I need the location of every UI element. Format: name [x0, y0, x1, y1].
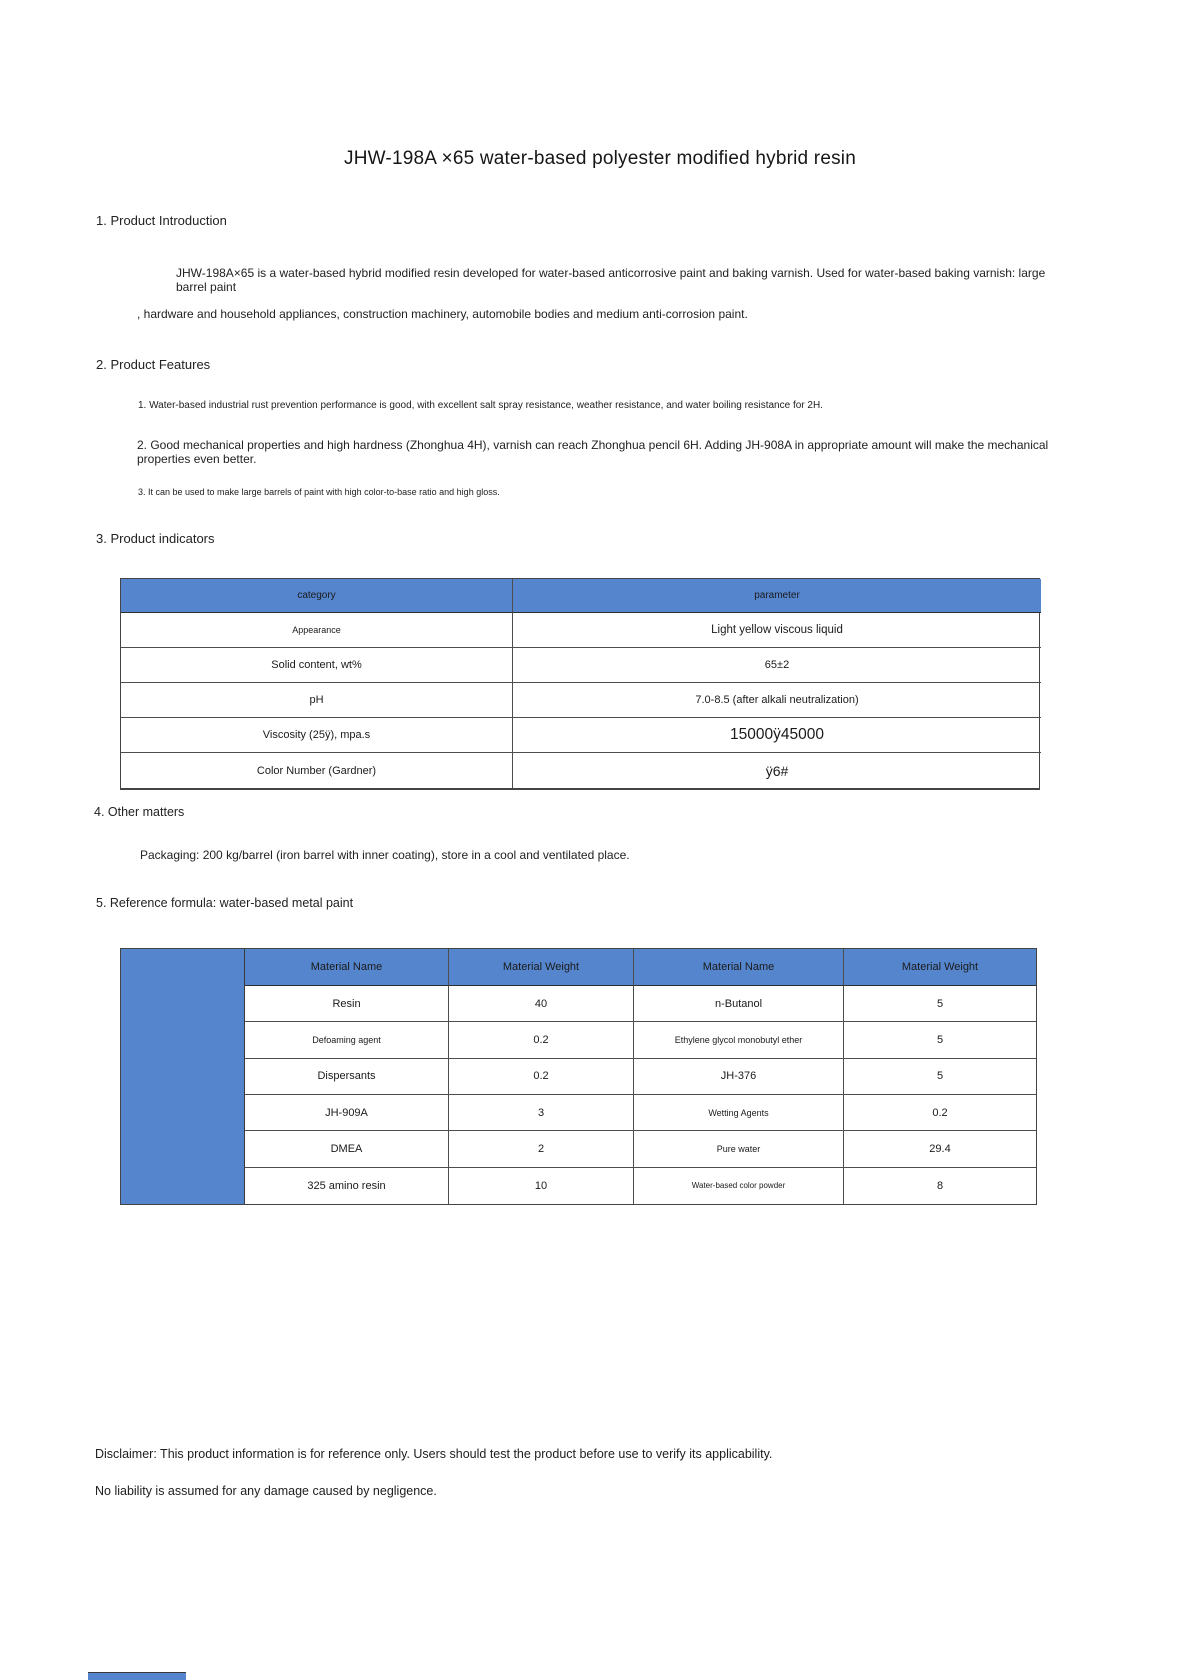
- indicators-row-viscosity-value: 15000ÿ45000: [513, 718, 1041, 753]
- formula-cell-jh376-weight: 5: [844, 1059, 1036, 1095]
- intro-paragraph-line1: JHW-198A×65 is a water-based hybrid modified resin developed for water-based anticorrosive paint and baking varnish. Used for water-based baking varnish: large barrel paint: [176, 266, 1046, 294]
- formula-cell-jh909a: JH-909A: [245, 1095, 449, 1131]
- formula-cell-wetting-agents-weight: 0.2: [844, 1095, 1036, 1131]
- formula-cell-n-butanol-weight: 5: [844, 986, 1036, 1022]
- formula-cell-pure-water-weight: 29.4: [844, 1131, 1036, 1167]
- disclaimer-line2: No liability is assumed for any damage caused by negligence.: [95, 1484, 437, 1498]
- section-heading-other-matters: 4. Other matters: [94, 805, 185, 819]
- section-heading-features: 2. Product Features: [96, 357, 211, 372]
- formula-cell-color-powder-weight: 8: [936, 1179, 944, 1192]
- formula-cell-ethylene-glycol-weight: 5: [844, 1022, 1036, 1058]
- next-page-table-fragment: [88, 1672, 186, 1680]
- formula-header-material-name-2: Material Name: [634, 949, 844, 986]
- feature-item-3: 3. It can be used to make large barrels of paint with high color-to-base ratio and high gloss.: [138, 487, 500, 497]
- formula-cell-ethylene-glycol-monobutyl-ether: Ethylene glycol monobutyl ether: [634, 1022, 844, 1058]
- formula-cell-resin-weight: 40: [449, 986, 634, 1022]
- feature-item-1: 1. Water-based industrial rust prevention performance is good, with excellent salt spray resistance, weather resistance, and water boiling resistance for 2H.: [138, 400, 823, 411]
- formula-header-material-weight-1: Material Weight: [449, 949, 634, 986]
- formula-cell-dmea: DMEA: [245, 1131, 449, 1167]
- indicators-table: [120, 578, 1040, 790]
- formula-cell-jh376: JH-376: [634, 1059, 844, 1095]
- formula-cell-n-butanol: n-Butanol: [634, 986, 844, 1022]
- formula-cell-pure-water: Pure water: [634, 1131, 844, 1167]
- packaging-text: Packaging: 200 kg/barrel (iron barrel with inner coating), store in a cool and ventilated place.: [140, 848, 630, 862]
- formula-cell-resin: Resin: [245, 986, 449, 1022]
- indicators-row-color-number-label: Color Number (Gardner): [121, 753, 513, 788]
- indicators-header-parameter: parameter: [513, 579, 1041, 613]
- disclaimer-line1: Disclaimer: This product information is for reference only. Users should test the product before use to verify its applicability.: [95, 1447, 773, 1461]
- formula-cell-dmea-weight: 2: [449, 1131, 634, 1167]
- formula-table-left-legend-column: [121, 949, 245, 1204]
- indicators-row-color-number-value: ÿ6#: [765, 762, 789, 779]
- formula-cell-defoaming-agent-weight: 0.2: [449, 1022, 634, 1058]
- indicators-row-solid-content-value: 65±2: [513, 648, 1041, 683]
- section-heading-introduction: 1. Product Introduction: [96, 213, 227, 228]
- formula-cell-dispersants: Dispersants: [245, 1059, 449, 1095]
- formula-cell-jh909a-weight: 3: [449, 1095, 634, 1131]
- indicators-row-ph-value: 7.0-8.5 (after alkali neutralization): [513, 683, 1041, 718]
- formula-header-material-name-1: Material Name: [245, 949, 449, 986]
- indicators-row-appearance-label: Appearance: [121, 613, 513, 648]
- indicators-row-viscosity-label: Viscosity (25ÿ), mpa.s: [121, 718, 513, 753]
- intro-paragraph-line2: , hardware and household appliances, construction machinery, automobile bodies and medium anti-corrosion paint.: [137, 307, 748, 321]
- feature-item-2: 2. Good mechanical properties and high hardness (Zhonghua 4H), varnish can reach Zhonghua pencil 6H. Adding JH-908A in appropriate amount will make the mechanical properties even better.: [137, 438, 1049, 466]
- formula-cell-defoaming-agent: Defoaming agent: [245, 1022, 449, 1058]
- section-heading-indicators: 3. Product indicators: [96, 531, 215, 546]
- formula-cell-wetting-agents: Wetting Agents: [634, 1095, 844, 1131]
- section-heading-reference-formula: 5. Reference formula: water-based metal paint: [96, 896, 354, 910]
- formula-cell-325-amino-resin: 325 amino resin: [245, 1168, 449, 1204]
- indicators-header-category: category: [121, 579, 513, 613]
- indicators-row-ph-label: pH: [121, 683, 513, 718]
- formula-cell-dispersants-weight: 0.2: [449, 1059, 634, 1095]
- formula-cell-325-amino-resin-weight: 10: [449, 1168, 634, 1204]
- formula-cell-water-based-color-powder: Water-based color powder: [634, 1168, 844, 1204]
- formula-header-material-weight-2: Material Weight: [844, 949, 1036, 986]
- indicators-row-solid-content-label: Solid content, wt%: [121, 648, 513, 683]
- formula-table: [120, 948, 1037, 1205]
- page-title: JHW-198A ×65 water-based polyester modified hybrid resin: [344, 148, 856, 169]
- indicators-row-appearance-value: Light yellow viscous liquid: [513, 613, 1041, 648]
